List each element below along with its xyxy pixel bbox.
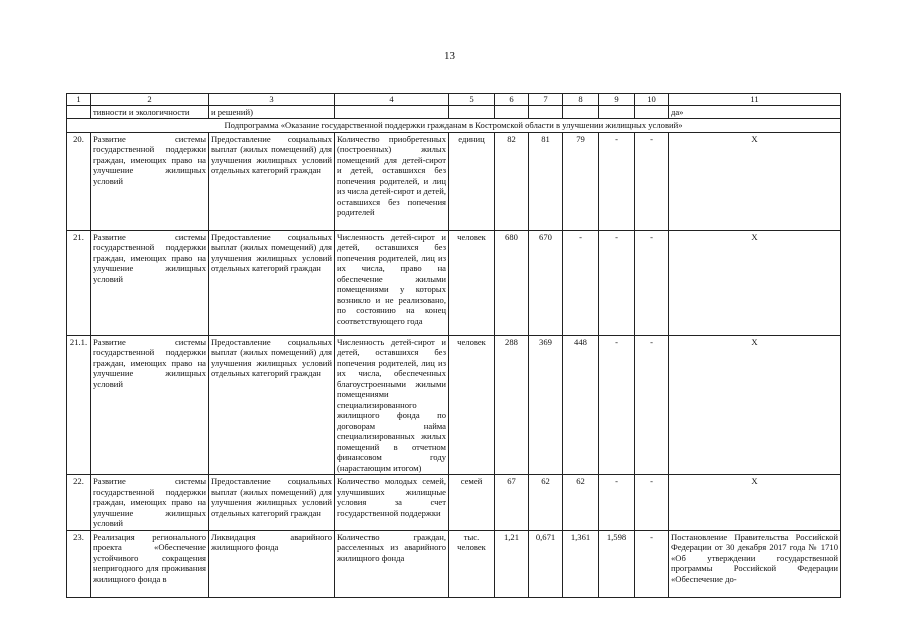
value-cell: - <box>563 230 599 335</box>
unit-cell: тыс. человек <box>449 530 495 597</box>
header-cell: 10 <box>635 94 669 106</box>
goal-cell: Развитие системы государственной поддержки граждан, имеющих право на улучшение жилищных условий <box>91 230 209 335</box>
header-cell: 3 <box>209 94 335 106</box>
table-row <box>67 475 841 531</box>
goal-cell: Развитие системы государственной поддержки граждан, имеющих право на улучшение жилищных условий <box>91 335 209 475</box>
unit-cell: человек <box>449 230 495 335</box>
row-number: 20. <box>67 132 91 230</box>
header-row <box>67 94 841 106</box>
row-number: 21.1. <box>67 335 91 475</box>
row-number: 23. <box>67 530 91 597</box>
table-row <box>67 132 841 230</box>
value-cell: - <box>599 475 635 531</box>
task-cell: Предоставление социальных выплат (жилых помещений) для улучшения жилищных условий отдельных категорий граждан <box>209 335 335 475</box>
value-cell: 369 <box>529 335 563 475</box>
unit-cell: семей <box>449 475 495 531</box>
goal-cell: Реализация регионального проекта «Обеспечение устойчивого сокращения непригодного для проживания жилищного фонда в <box>91 530 209 597</box>
table-cell: и решений) <box>209 105 335 119</box>
table-cell <box>495 105 529 119</box>
table-cell <box>563 105 599 119</box>
value-cell: - <box>635 132 669 230</box>
header-cell: 11 <box>669 94 841 106</box>
table-cell <box>635 105 669 119</box>
header-cell: 2 <box>91 94 209 106</box>
row-number: 22. <box>67 475 91 531</box>
value-cell: - <box>599 335 635 475</box>
value-cell: - <box>635 475 669 531</box>
header-cell: 7 <box>529 94 563 106</box>
value-cell: - <box>599 230 635 335</box>
indicators-table <box>66 93 841 598</box>
source-cell: Х <box>669 475 841 531</box>
table-cell <box>335 105 449 119</box>
value-cell: 448 <box>563 335 599 475</box>
indicator-cell: Количество молодых семей, улучшивших жилищные условия за счет государственной поддержки <box>335 475 449 531</box>
value-cell: 67 <box>495 475 529 531</box>
value-cell: 62 <box>563 475 599 531</box>
header-cell: 8 <box>563 94 599 106</box>
value-cell: 81 <box>529 132 563 230</box>
task-cell: Предоставление социальных выплат (жилых помещений) для улучшения жилищных условий отдельных категорий граждан <box>209 132 335 230</box>
task-cell: Предоставление социальных выплат (жилых помещений) для улучшения жилищных условий отдельных категорий граждан <box>209 475 335 531</box>
task-cell: Ликвидация аварийного жилищного фонда <box>209 530 335 597</box>
header-cell: 4 <box>335 94 449 106</box>
header-cell: 6 <box>495 94 529 106</box>
value-cell: 1,361 <box>563 530 599 597</box>
value-cell: - <box>599 132 635 230</box>
table-row <box>67 335 841 475</box>
table-cell: да» <box>669 105 841 119</box>
header-cell: 1 <box>67 94 91 106</box>
table-row <box>67 530 841 597</box>
table-cell <box>529 105 563 119</box>
value-cell: 1,21 <box>495 530 529 597</box>
task-cell: Предоставление социальных выплат (жилых помещений) для улучшения жилищных условий отдельных категорий граждан <box>209 230 335 335</box>
value-cell: 670 <box>529 230 563 335</box>
page-number: 13 <box>444 50 455 62</box>
table-cell <box>449 105 495 119</box>
unit-cell: человек <box>449 335 495 475</box>
header-cell: 9 <box>599 94 635 106</box>
source-cell: Х <box>669 335 841 475</box>
indicator-cell: Численность детей-сирот и детей, оставшихся без попечения родителей, лиц из их числа, право на обеспечение жилыми помещениями у которых возникло и не реализовано, по состоянию на конец соответствующего года <box>335 230 449 335</box>
value-cell: 288 <box>495 335 529 475</box>
value-cell: 79 <box>563 132 599 230</box>
value-cell: 680 <box>495 230 529 335</box>
table-cell <box>599 105 635 119</box>
source-cell: Постановление Правительства Российской Федерации от 30 декабря 2017 года № 1710 «Об утверждении государственной программы Российской Федерации «Обеспечение до- <box>669 530 841 597</box>
value-cell: 1,598 <box>599 530 635 597</box>
source-cell: Х <box>669 132 841 230</box>
value-cell: - <box>635 530 669 597</box>
value-cell: 62 <box>529 475 563 531</box>
subprogram-row <box>67 119 841 133</box>
header-cell: 5 <box>449 94 495 106</box>
indicator-cell: Количество приобретенных (построенных) жилых помещений для детей-сирот и детей, оставшихся без попечения родителей, и лиц из числа детей-сирот и детей, оставшихся без попечения родителей <box>335 132 449 230</box>
source-cell: Х <box>669 230 841 335</box>
goal-cell: Развитие системы государственной поддержки граждан, имеющих право на улучшение жилищных условий <box>91 475 209 531</box>
table-cell <box>67 105 91 119</box>
indicator-cell: Количество граждан, расселенных из аварийного жилищного фонда <box>335 530 449 597</box>
value-cell: - <box>635 335 669 475</box>
table-cell: тивности и экологичности <box>91 105 209 119</box>
continuation-row <box>67 105 841 119</box>
value-cell: 82 <box>495 132 529 230</box>
value-cell: - <box>635 230 669 335</box>
indicator-cell: Численность детей-сирот и детей, оставшихся без попечения родителей, лиц из их числа, обеспеченных благоустроенными жилыми помещениями специализированного жилищного фонда по договорам найма специализированных жилых помещений в отчетном финансовом году (нарастающим итогом) <box>335 335 449 475</box>
row-number: 21. <box>67 230 91 335</box>
goal-cell: Развитие системы государственной поддержки граждан, имеющих право на улучшение жилищных условий <box>91 132 209 230</box>
subprogram-title: Подпрограмма «Оказание государственной поддержки гражданам в Костромской области в улучшении жилищных условий» <box>67 119 841 133</box>
table-row <box>67 230 841 335</box>
unit-cell: единиц <box>449 132 495 230</box>
value-cell: 0,671 <box>529 530 563 597</box>
